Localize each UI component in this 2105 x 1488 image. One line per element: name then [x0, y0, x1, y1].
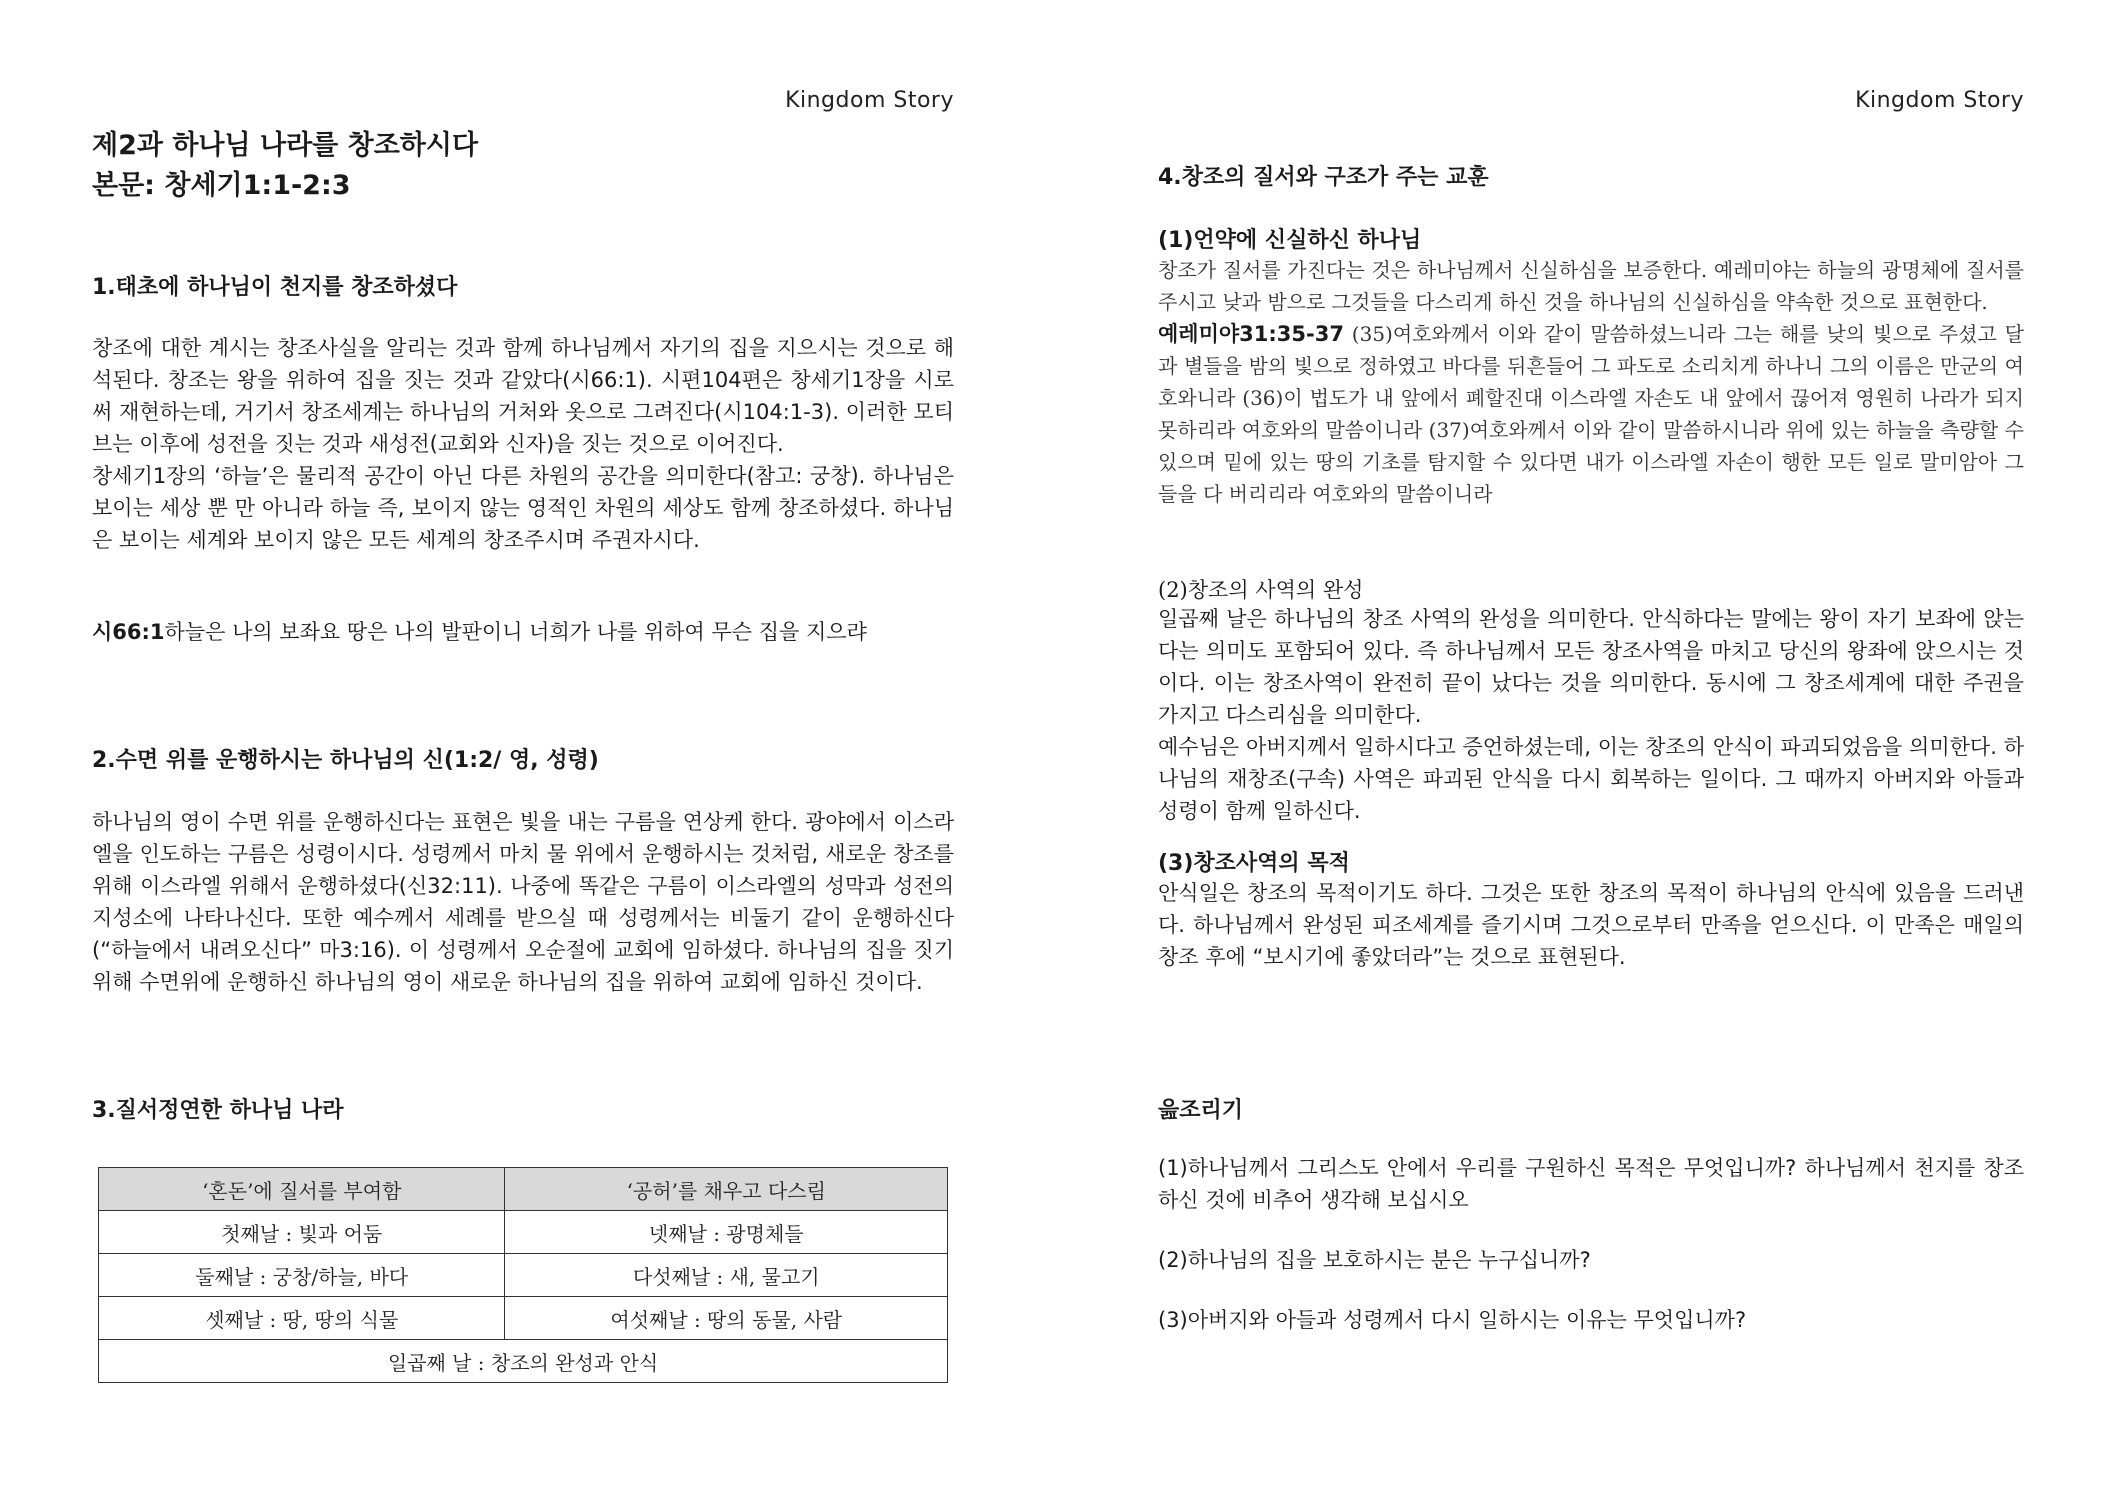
section-1-body [92, 332, 954, 556]
table-header-row [99, 1168, 948, 1211]
table-row [99, 1297, 948, 1340]
paragraph: 일곱째 날은 하나님의 창조 사역의 완성을 의미한다. 안식하다는 말에는 왕이 자기 보좌에 앉는다는 의미도 포함되어 있다. 즉 하나님께서 모든 창조사역을 마치고 당신의 왕좌에 앉으시는 것이다. 이는 창조사역이 완전히 끝이 났다는 것을 의미한다. 동시에 그 창조세계에 대한 주권을 가지고 다스리심을 의미한다. [1158, 607, 2024, 727]
table-cell: 셋째날 : 땅, 땅의 식물 [99, 1297, 505, 1340]
lesson-title-line: 제2과 하나님 나라를 창조하시다 [92, 130, 479, 161]
subsection-heading: (1)언약에 신실하신 하나님 [1158, 228, 1422, 253]
verse-reference: 시66:1 [92, 620, 165, 644]
section-heading-1: 1.태초에 하나님이 천지를 창조하셨다 [92, 275, 458, 300]
table-row [99, 1254, 948, 1297]
subsection-heading: (2)창조의 사역의 완성 [1158, 578, 1364, 602]
subsection-heading: (3)창조사역의 목적 [1158, 851, 1350, 876]
right-page [1158, 0, 2024, 1488]
subsection-3-body [1158, 877, 2024, 973]
verse-reference: 예레미야31:35-37 [1158, 322, 1344, 346]
table-header-cell: ‘공허’를 채우고 다스림 [505, 1168, 948, 1211]
table-cell: 다섯째날 : 새, 물고기 [505, 1254, 948, 1297]
creation-order-table-wrap [98, 1167, 954, 1383]
paragraph: 예수님은 아버지께서 일하시다고 증언하셨는데, 이는 창조의 안식이 파괴되었음을 의미한다. 하나님의 재창조(구속) 사역은 파괴된 안식을 다시 회복하는 일이다. 그 때까지 아버지와 아들과 성령이 함께 일하신다. [1158, 735, 2024, 823]
question-item: (2)하나님의 집을 보호하시는 분은 누구십니까? [1158, 1248, 1591, 1272]
table-cell: 여섯째날 : 땅의 동물, 사람 [505, 1297, 948, 1340]
left-page [92, 0, 954, 1488]
section-heading-2: 2.수면 위를 운행하시는 하나님의 신(1:2/ 영, 성령) [92, 748, 599, 773]
recite-heading: 읊조리기 [1158, 1098, 1244, 1123]
verse-text: (35)여호와께서 이와 같이 말씀하셨느니라 그는 해를 낮의 빛으로 주셨고 달과 별들을 밤의 빛으로 정하였고 바다를 뒤흔들어 그 파도로 소리치게 하나니 그의 이름은 만군의 여호와니라 (36)이 법도가 내 앞에서 폐할진대 이스라엘 자손도 내 앞에서 끊어져 영원히 나라가 되지 못하리라 여호와의 말씀이니라 (37)여호와께서 이와 같이 말씀하시니라 위에 있는 하늘을 측량할 수 있으며 밑에 있는 땅의 기초를 탐지할 수 있다면 내가 이스라엘 자손이 행한 모든 일로 말미암아 그들을 다 버리리라 여호와의 말씀이니라 [1158, 322, 2024, 506]
paragraph: 창조에 대한 계시는 창조사실을 알리는 것과 함께 하나님께서 자기의 집을 지으시는 것으로 해석된다. 창조는 왕을 위하여 집을 짓는 것과 같았다(시66:1). 시편104편은 창세기1장을 시로써 재현하는데, 거기서 창조세계는 하나님의 거처와 옷으로 그려진다(시104:1-3). 이러한 모티브는 이후에 성전을 짓는 것과 새성전(교회와 신자)을 짓는 것으로 이어진다. [92, 336, 954, 456]
section-heading-4: 4.창조의 질서와 구조가 주는 교훈 [1158, 165, 1489, 190]
section-heading-3: 3.질서정연한 하나님 나라 [92, 1098, 344, 1123]
scripture-reference: 본문: 창세기1:1-2:3 [92, 170, 351, 201]
paragraph: 안식일은 창조의 목적이기도 하다. 그것은 또한 창조의 목적이 하나님의 안식에 있음을 드러낸다. 하나님께서 완성된 피조세계를 즐기시며 그것으로부터 만족을 얻으신다. 이 만족은 매일의 창조 후에 “보시기에 좋았더라”는 것으로 표현된다. [1158, 881, 2024, 969]
question-list [1158, 1152, 2024, 1336]
verse-text: 하늘은 나의 보좌요 땅은 나의 발판이니 너희가 나를 위하여 무슨 집을 지으랴 [164, 620, 867, 644]
paragraph: 창조가 질서를 가진다는 것은 하나님께서 신실하심을 보증한다. 예레미야는 하늘의 광명체에 질서를 주시고 낮과 밤으로 그것들을 다스리게 하신 것을 하나님의 신실하심을 약속한 것으로 표현한다. [1158, 258, 2024, 314]
table-cell: 첫째날 : 빛과 어둠 [99, 1211, 505, 1254]
page-header: Kingdom Story [1855, 88, 2024, 113]
paragraph: 창세기1장의 ‘하늘’은 물리적 공간이 아닌 다른 차원의 공간을 의미한다(참고: 궁창). 하나님은 보이는 세상 뿐 만 아니라 하늘 즉, 보이지 않는 영적인 차원의 세상도 함께 창조하셨다. 하나님은 보이는 세계와 보이지 않은 모든 세계의 창조주시며 주권자시다. [92, 464, 954, 552]
lesson-title [92, 126, 478, 206]
table-row [99, 1340, 948, 1383]
table-cell: 둘째날 : 궁창/하늘, 바다 [99, 1254, 505, 1297]
section-2-body [92, 806, 954, 998]
table-footer-cell: 일곱째 날 : 창조의 완성과 안식 [99, 1340, 948, 1383]
page-header: Kingdom Story [785, 88, 954, 113]
table-header-cell: ‘혼돈’에 질서를 부여함 [99, 1168, 505, 1211]
table-cell: 넷째날 : 광명체들 [505, 1211, 948, 1254]
question-item: (3)아버지와 아들과 성령께서 다시 일하시는 이유는 무엇입니까? [1158, 1308, 1747, 1332]
creation-order-table [98, 1167, 948, 1383]
subsection-1-body [1158, 254, 2024, 510]
paragraph: 하나님의 영이 수면 위를 운행하신다는 표현은 빛을 내는 구름을 연상케 한다. 광야에서 이스라엘을 인도하는 구름은 성령이시다. 성령께서 마치 물 위에서 운행하시는 것처럼, 새로운 창조를 위해 이스라엘 위해서 운행하셨다(신32:11). 나중에 똑같은 구름이 이스라엘의 성막과 성전의 지성소에 나타나신다. 또한 예수께서 세례를 받으실 때 성령께서는 비둘기 같이 운행하신다(“하늘에서 내려오신다” 마3:16). 이 성령께서 오순절에 교회에 임하셨다. 하나님의 집을 짓기 위해 수면위에 운행하신 하나님의 영이 새로운 하나님의 집을 위하여 교회에 임하신 것이다. [92, 810, 954, 994]
verse-quote [92, 616, 954, 648]
table-row [99, 1211, 948, 1254]
question-item: (1)하나님께서 그리스도 안에서 우리를 구원하신 목적은 무엇입니까? 하나님께서 천지를 창조하신 것에 비추어 생각해 보십시오 [1158, 1156, 2024, 1212]
subsection-2-body [1158, 603, 2024, 827]
